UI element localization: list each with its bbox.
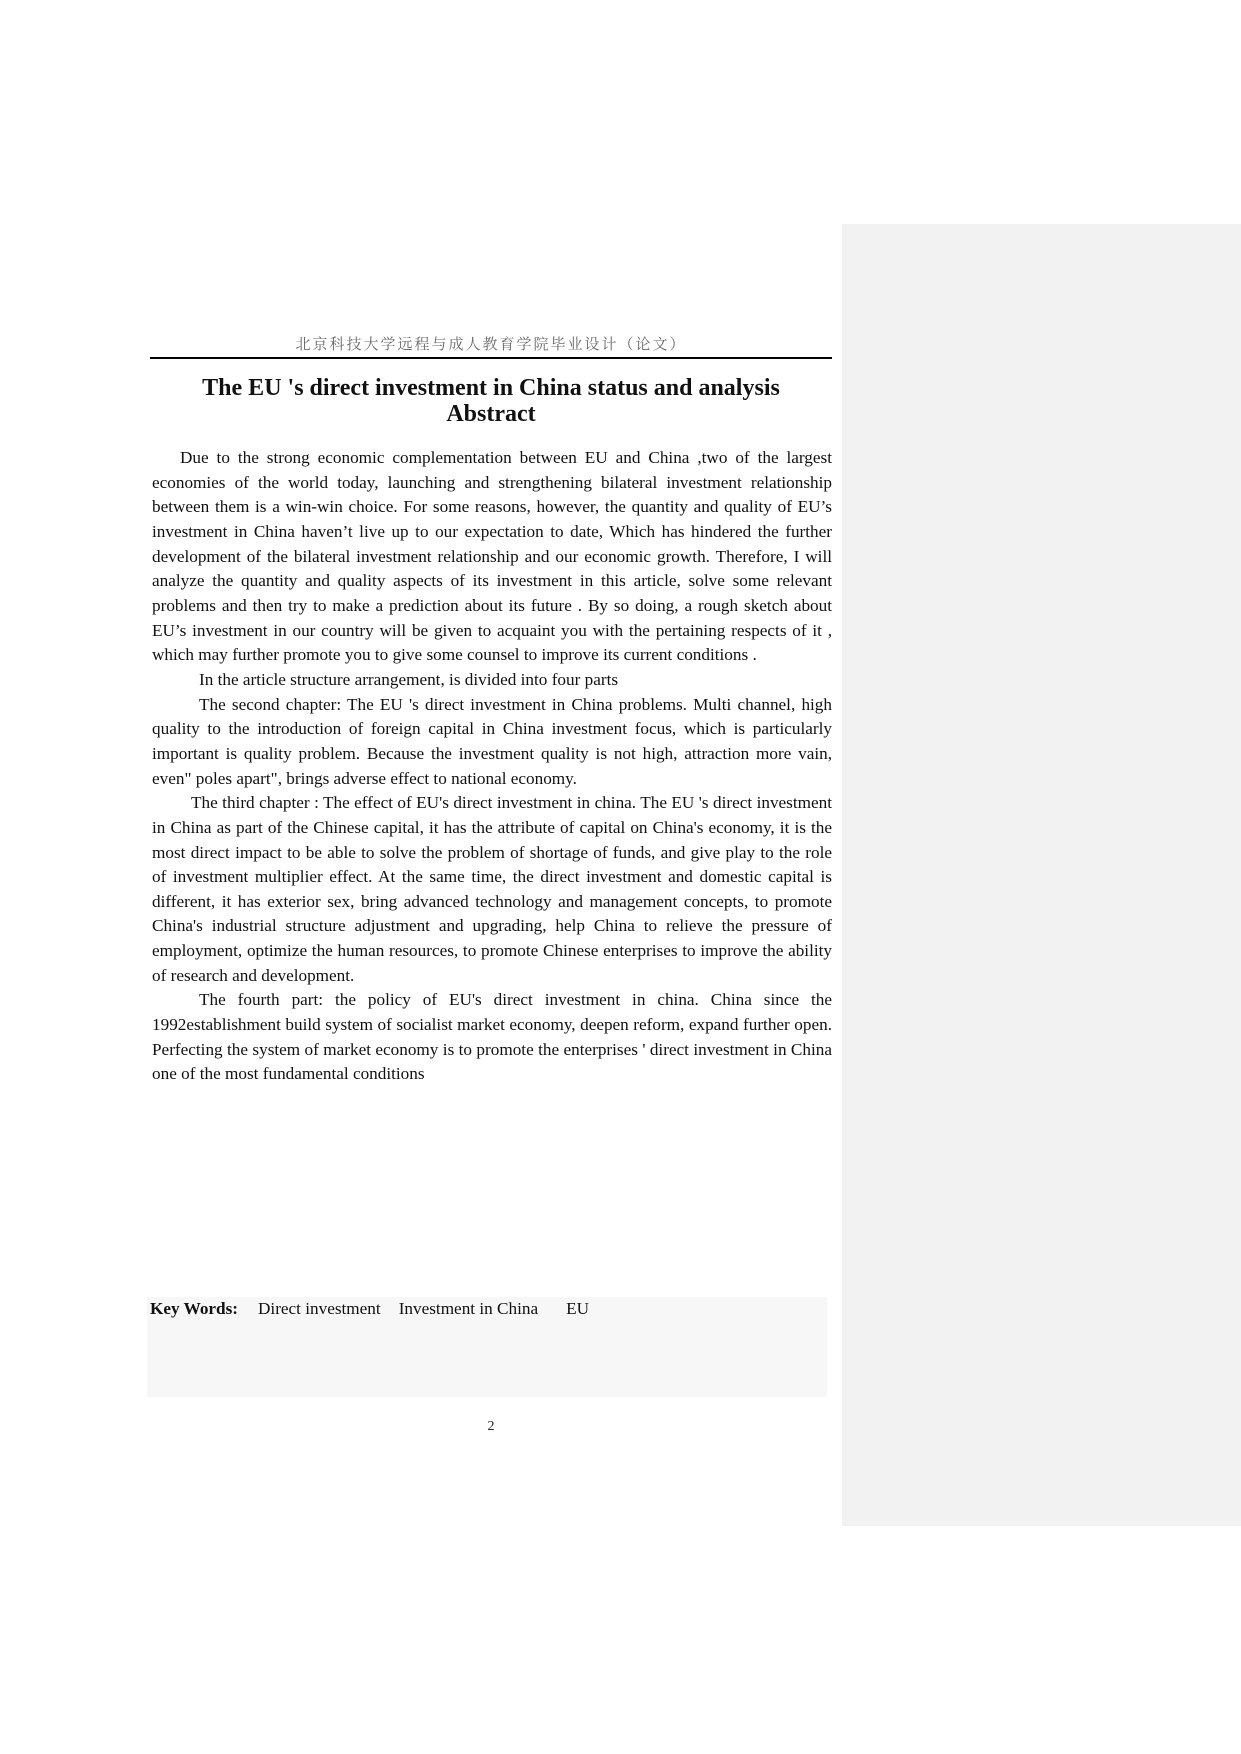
keywords-line [150,1297,607,1321]
paragraph-chapter-four: The fourth part: the policy of EU's direct investment in china. China since the 1992establishment build system of socialist market economy, deepen reform, expand further open. Perfecting the system of market economy is to promote the enterprises ' direct investment in China one of the most fundamental conditions [152,990,832,1084]
document-title: The EU 's direct investment in China status and analysis [202,375,780,401]
paragraph-intro: Due to the strong economic complementation between EU and China ,two of the largest economies of the world today, launching and strengthening bilateral investment relationship between them is a win-win choice. For some reasons, however, the quantity and quality of EU’s investment in China haven’t live up to our expectation to date, Which has hindered the further development of the bilateral investment relationship and our economic growth. Therefore, I will analyze the quantity and quality aspects of its investment in this article, solve some relevant problems and then try to make a prediction about its future . By so doing, a rough sketch about EU’s investment in our country will be given to acquaint you with the pertaining respects of it , which may further promote you to give some counsel to improve its current conditions . [152,448,832,665]
page-number: 2 [487,1419,495,1434]
keywords-label: Key Words: [150,1299,239,1318]
paragraph-structure: In the article structure arrangement, is divided into four parts [199,669,619,689]
abstract-heading: Abstract [446,401,536,427]
header-rule [150,357,832,359]
keyword-item: Investment in China [398,1299,539,1318]
running-header: 北京科技大学远程与成人教育学院毕业设计（论文） [295,335,687,353]
keyword-item: EU [566,1299,589,1318]
paragraph-chapter-three: The third chapter : The effect of EU's direct investment in china. The EU 's direct investment in China as part of the Chinese capital, it has the attribute of capital on China's economy, it is the most direct impact to be able to solve the problem of shortage of funds, and give play to the role of investment multiplier effect. At the same time, the direct investment and domestic capital is different, it has exterior sex, bring advanced technology and management concepts, to promote China's industrial structure adjustment and upgrading, help China to relieve the pressure of employment, optimize the human resources, to promote Chinese enterprises to improve the ability of research and development. [152,793,832,985]
abstract-body [152,446,832,1087]
paragraph-chapter-two: The second chapter: The EU 's direct investment in China problems. Multi channel, high quality to the introduction of foreign capital in China investment focus, which is particularly important is quality problem. Because the investment quality is not high, attraction more vain, even" poles apart", brings adverse effect to national economy. [152,694,832,788]
keyword-item: Direct investment [258,1299,381,1318]
comment-pane [842,224,1241,1526]
